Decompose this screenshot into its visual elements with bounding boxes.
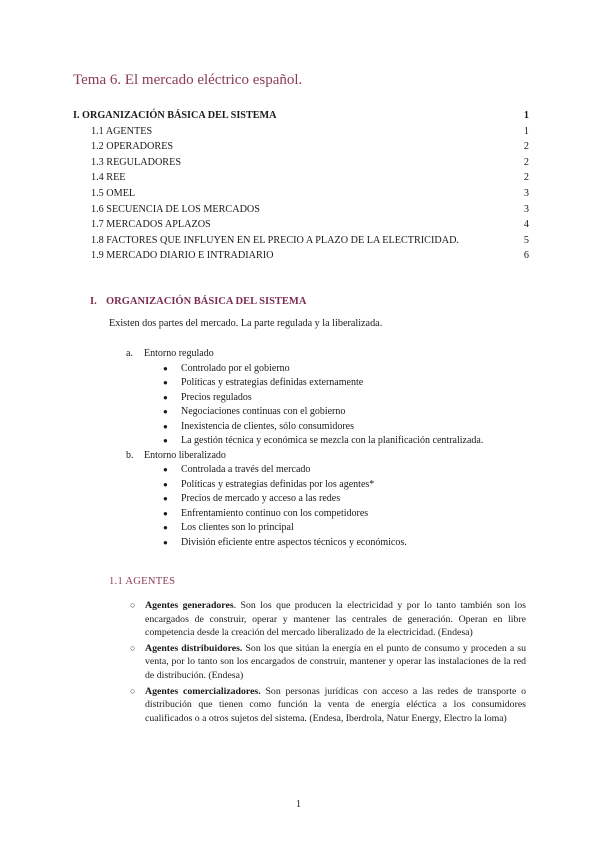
list-item-text: Negociaciones continuas con el gobierno [181,406,346,417]
list-item-text: Controlada a través del mercado [181,464,311,475]
toc-entry-label: I. ORGANIZACIÓN BÁSICA DEL SISTEMA [73,110,277,121]
agent-term: Agentes generadores [145,600,234,611]
bullet-icon: ● [163,421,168,431]
agent-description: Son personas jurídicas con acceso a las redes de transporte o distribución que tienen como función la venta de energía eléctica a los consumidores cualificados o a otros sujetos del sistema. (Endesa, Iberdrola, Natur Energy, Electro la loma) [145,685,527,724]
toc-entry-label: 1.1 AGENTES [91,125,153,137]
agent-item [126,685,526,726]
bullet-icon: ● [163,508,168,518]
toc-entry-label: 1.5 OMEL [91,187,136,199]
toc-entry-label: 1.3 REGULADORES [91,156,181,168]
toc-entry-page: 1 [523,110,529,121]
list-letter: b. [126,449,134,461]
toc-entry-label: 1.7 MERCADOS APLAZOS [91,219,211,231]
bullet-icon: ● [163,494,168,503]
list-item [0,434,600,449]
circle-bullet-icon: ○ [130,600,136,610]
section-heading [90,296,306,307]
toc-entry-label: 1.6 SECUENCIA DE LOS MERCADOS [91,203,260,215]
agent-description: Son los que sitúan la energía en el punto de consumo y proceden a su venta, por lo tanto son los encargados de construir, mantener y operar las instalaciones de la red de distribución. (Endesa) [145,642,527,681]
list-item [0,478,600,493]
bullet-icon: ● [163,378,168,387]
agents-heading: 1.1 AGENTES [109,576,176,587]
list-item [0,362,600,377]
list-item-text: Precios de mercado y acceso a las redes [181,493,341,504]
list-item [0,507,600,522]
toc-entry-page: 2 [523,141,529,153]
bullet-icon: ● [163,392,168,402]
list-item [0,521,600,536]
toc-entry-page: 2 [523,172,529,184]
section-intro: Existen dos partes del mercado. La parte regulada y la liberalizada. [109,318,383,329]
section-number: I. [90,296,97,307]
toc-entry-page: 5 [523,234,529,246]
bullet-icon: ● [163,465,168,474]
toc-entry[interactable] [73,155,529,171]
bullet-icon: ● [163,537,168,547]
agent-item [126,599,526,640]
toc-entry-page: 3 [523,187,529,199]
page-number: 1 [296,799,301,810]
toc-entry[interactable] [73,233,529,249]
list-group-label: Entorno liberalizado [144,449,226,461]
toc-entry[interactable] [73,202,529,218]
list-group-title [0,347,600,362]
list-item-text: Los clientes son lo principal [181,522,294,533]
toc-entry-label: 1.4 REE [91,172,126,184]
section-title: ORGANIZACIÓN BÁSICA DEL SISTEMA [106,296,307,307]
bullet-icon: ● [163,479,168,489]
bullet-icon: ● [163,436,168,445]
list-item [0,405,600,420]
toc-entry-label: 1.9 MERCADO DIARIO E INTRADIARIO [91,250,274,262]
agent-term: Agentes distribuidores. [145,642,243,654]
toc-entry[interactable] [73,124,529,140]
list-item-text: La gestión técnica y económica se mezcla con la planificación centralizada. [181,435,484,446]
toc-entry-page: 6 [523,250,529,262]
toc-entry-page: 1 [523,125,529,137]
list-item-text: Inexistencia de clientes, sólo consumidores [181,420,355,432]
document-title: Tema 6. El mercado eléctrico español. [73,72,303,88]
list-letter: a. [126,348,133,359]
toc-entry[interactable] [73,108,529,124]
toc-entry[interactable] [73,170,529,186]
bullet-icon: ● [163,407,168,416]
toc-entry[interactable] [73,186,529,202]
agent-item [126,642,526,683]
circle-bullet-icon: ○ [130,685,136,696]
agent-description: . Son los que producen la electricidad y por lo tanto también son los encargados de construir, operar y mantener las centrales de generación. Operan en libre competencia desde la creación del mercado liberalizado de la electricidad. (Endesa) [145,600,526,639]
list-item [0,376,600,391]
agent-term: Agentes comercializadores. [145,685,261,697]
list-item-text: Políticas y estrategias definidas por los agentes* [181,478,375,490]
list-item-text: División eficiente entre aspectos técnicos y económicos. [181,536,407,548]
table-of-contents [73,108,529,264]
toc-entry-label: 1.2 OPERADORES [91,141,174,153]
list-item-text: Políticas y estrategias definidas externamente [181,377,364,388]
toc-entry-label: 1.8 FACTORES QUE INFLUYEN EN EL PRECIO A PLAZO DE LA ELECTRICIDAD. [91,234,459,246]
toc-entry[interactable] [73,248,529,264]
toc-entry[interactable] [73,217,529,233]
agents-list [126,599,526,727]
toc-entry-page: 4 [523,219,529,231]
bullet-icon: ● [163,363,168,373]
list-item-text: Enfrentamiento continuo con los competidores [181,507,369,519]
environment-list [0,347,600,550]
list-group-title [0,449,600,464]
toc-entry[interactable] [73,139,529,155]
circle-bullet-icon: ○ [130,642,136,653]
list-item-text: Precios regulados [181,391,252,403]
list-item [0,391,600,406]
list-item [0,536,600,551]
list-item [0,420,600,435]
list-item [0,492,600,507]
list-group-label: Entorno regulado [144,348,214,359]
list-item [0,463,600,478]
bullet-icon: ● [163,523,168,532]
toc-entry-page: 2 [523,156,529,168]
toc-entry-page: 3 [523,203,529,215]
list-item-text: Controlado por el gobierno [181,362,290,374]
